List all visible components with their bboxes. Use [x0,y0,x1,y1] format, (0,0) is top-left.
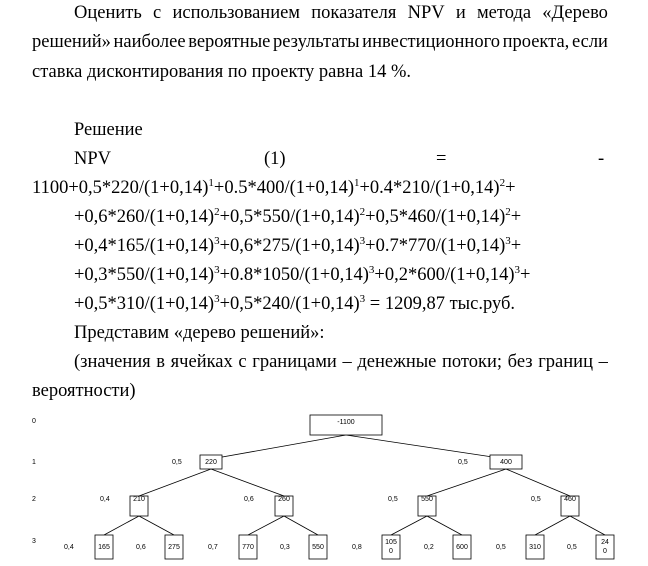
formula-term: +0,5*240/(1+0,14) [219,294,360,314]
edge [104,516,139,535]
edge [248,516,284,535]
word: и [455,3,466,23]
task-line-2 [32,31,608,53]
exponent: 3 [368,264,375,276]
exponent: 3 [514,264,520,276]
edge [284,516,318,535]
probability-label: 0,5 [172,459,182,466]
word: решений» [32,32,111,52]
minus-sign: - [598,149,605,169]
word: если [571,32,608,52]
exponent: 2 [505,206,511,218]
word: показателя [311,3,397,23]
edge [506,469,570,496]
edge [570,516,605,535]
node-value: 24 [601,539,609,546]
node-value: 165 [98,544,110,551]
formula-term: +0,5*550/(1+0,14) [219,207,360,227]
level-label: 1 [32,459,36,466]
word: (значения [74,352,151,372]
word: метода [476,3,532,23]
edge [139,469,211,496]
node-value: 600 [456,544,468,551]
exponent: 3 [214,264,220,276]
formula-term: +0,4*165/(1+0,14) [74,236,215,256]
formula-term: +0.7*770/(1+0,14) [365,236,506,256]
edge [427,516,462,535]
exponent: 2 [359,206,366,218]
formula-term: +0,6*275/(1+0,14) [219,236,360,256]
formula-term: +0.5*400/(1+0,14) [213,178,354,198]
word: наиболее [113,32,186,52]
exponent: 3 [505,235,511,247]
formula-term: +0.8*1050/(1+0,14) [219,265,369,285]
probability-label: 0,7 [208,544,218,551]
node-value: 770 [242,544,254,551]
level-label: 2 [32,496,36,503]
probability-label: 0,8 [352,544,362,551]
probability-label: 0,5 [458,459,468,466]
probability-label: 0,4 [64,544,74,551]
word: без [507,352,533,372]
word: NPV [407,3,445,23]
level-label: 0 [32,418,36,425]
probability-label: 0,5 [567,544,577,551]
word: границ [538,352,593,372]
node-value: 210 [133,496,145,503]
formula-term: +0,5*460/(1+0,14) [365,207,506,227]
exponent: 3 [359,235,366,247]
word: – [342,352,352,372]
probability-label: 0,5 [496,544,506,551]
word: денежные [357,352,437,372]
probability-label: 0,2 [424,544,434,551]
probability-label: 0,6 [244,496,254,503]
level-label: 3 [32,538,36,545]
word: результаты [272,32,360,52]
word: с [153,3,162,23]
formula-term: 1100+0,5*220/(1+0,14) [32,178,209,198]
note-line-1 [74,351,608,373]
word: с [238,352,247,372]
word: границами [252,352,337,372]
equation-sign: = [436,149,447,169]
task-line-3: ставка дисконтирования по проекту равна 14 %. [32,62,412,82]
word: использованием [172,3,301,23]
edge [535,516,570,535]
decision-tree [0,405,648,566]
node-value: 220 [205,459,217,466]
node-value: 0 [389,548,393,555]
exponent: 3 [359,293,366,305]
edge [211,469,284,496]
probability-label: 0,5 [388,496,398,503]
word: проекта, [502,32,570,52]
tree-edges [104,435,605,535]
exponent: 3 [214,235,220,247]
word: Оценить [74,3,142,23]
node-value: 550 [421,496,433,503]
node-value: 460 [564,496,576,503]
formula-line [32,177,516,199]
formula-line [74,293,515,315]
formula-term: +0,2*600/(1+0,14) [374,265,515,285]
formula-line [74,206,521,228]
edge [211,435,346,459]
exponent: 1 [208,177,214,189]
probability-label: 0,5 [531,496,541,503]
edge [427,469,506,496]
probability-label: 0,3 [280,544,290,551]
formula-line [74,235,521,257]
note-line-2: вероятности) [32,381,136,401]
word: вероятные [188,32,271,52]
word: инвестиционного [362,32,500,52]
formula-term: +0.4*210/(1+0,14) [359,178,500,198]
edge [139,516,174,535]
formula-term: + [505,178,516,198]
solution-heading: Решение [74,120,143,140]
word: потоки; [442,352,503,372]
formula-line [74,264,530,286]
word: ячейках [170,352,233,372]
node-value: 0 [603,548,607,555]
task-line-1 [74,2,608,24]
formula-term: + [510,207,522,227]
exponent: 1 [353,177,360,189]
exponent: 2 [499,177,506,189]
formula-term: +0,6*260/(1+0,14) [74,207,215,227]
equation-number: (1) [264,149,286,169]
exponent: 3 [214,293,220,305]
root-value: -1100 [337,419,355,426]
edge [391,516,427,535]
node-value: 400 [500,459,512,466]
word: в [156,352,166,372]
probability-label: 0,4 [100,496,110,503]
formula-term: + [519,265,531,285]
tree-intro: Представим «дерево решений»: [74,323,325,343]
exponent: 2 [214,206,220,218]
word: – [598,352,608,372]
npv-label: NPV [74,149,112,169]
node-value: 275 [168,544,180,551]
node-value: 310 [529,544,541,551]
probability-label: 0,6 [136,544,146,551]
word: «Дерево [542,3,608,23]
edge [346,435,506,459]
formula-term: +0,5*310/(1+0,14) [74,294,215,314]
node-value: 105 [385,539,397,546]
node-value: 550 [312,544,324,551]
formula-term: +0,3*550/(1+0,14) [74,265,215,285]
formula-term: = 1209,87 тыс.руб. [365,294,515,314]
formula-term: + [510,236,522,256]
node-value: 260 [278,496,290,503]
